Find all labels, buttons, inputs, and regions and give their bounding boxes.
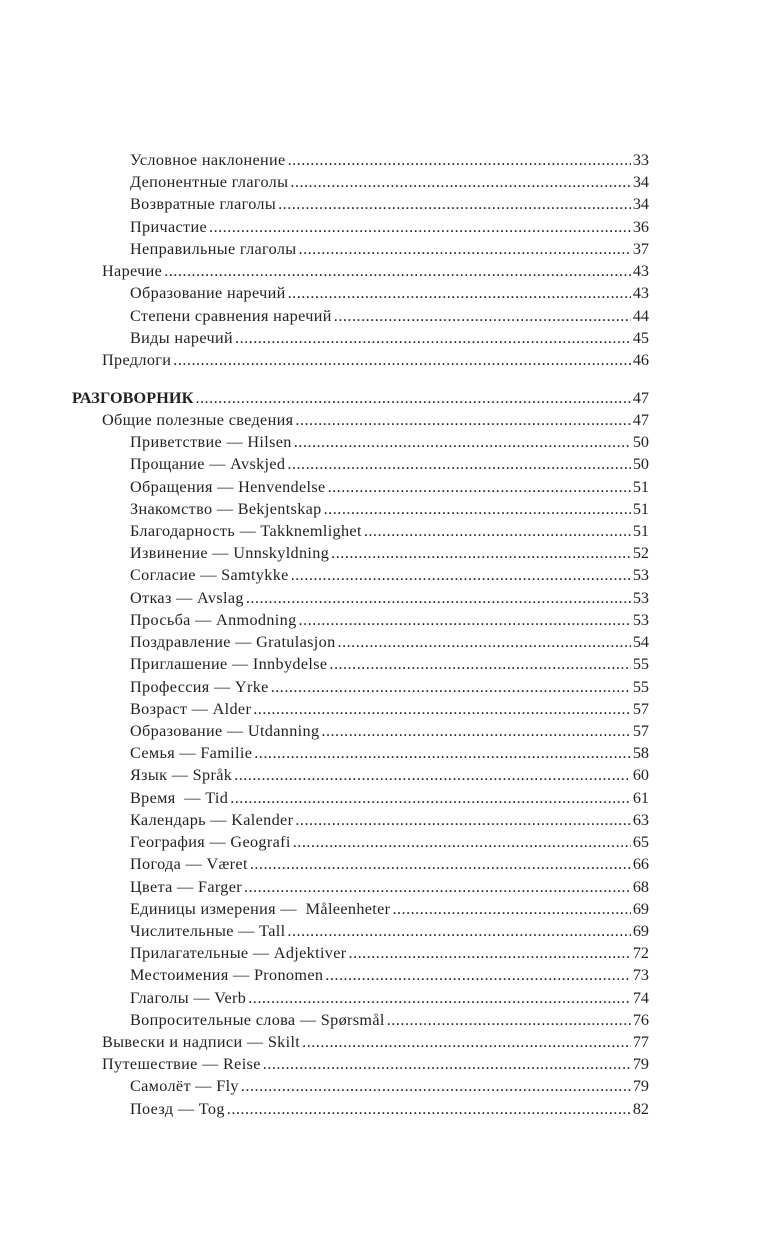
dot-leader: [250, 853, 631, 875]
toc-entry: [72, 942, 649, 964]
toc-entry-title: Возраст — Alder: [130, 699, 252, 718]
toc-entry-title: Просьба — Anmodning: [130, 610, 297, 629]
dot-leader: [195, 387, 630, 409]
dot-leader: [293, 831, 631, 853]
dot-leader: [299, 238, 631, 260]
toc-entry-title: Приветствие — Hilsen: [130, 433, 292, 452]
toc-entry-title: Извинение — Unnskyldning: [130, 544, 330, 563]
dot-leader: [294, 431, 631, 453]
toc-entry-title: Язык — Språk: [130, 766, 233, 785]
dot-leader: [234, 764, 631, 786]
toc-entry-title: Поезд — Tog: [130, 1099, 225, 1118]
toc-entry: [72, 787, 649, 809]
toc-entry-page: 82: [632, 1099, 649, 1118]
toc-entry: [72, 853, 649, 875]
toc-entry: [72, 216, 649, 238]
toc-entry-page: 34: [632, 195, 649, 214]
toc-entry-page: 45: [632, 328, 649, 347]
toc-entry-page: 79: [632, 1077, 649, 1096]
toc-entry-page: 51: [632, 477, 649, 496]
dot-leader: [324, 498, 631, 520]
toc-entry-title: Семья — Familie: [130, 744, 253, 763]
toc-section: [72, 349, 649, 371]
toc-entry-title: Предлоги: [102, 350, 172, 369]
toc-entry-title: Знакомство — Bekjentskap: [130, 499, 322, 518]
toc-entry-title: Причастие: [130, 217, 208, 236]
toc-entry-title: Прощание — Avskjed: [130, 455, 286, 474]
toc-entry-page: 36: [632, 217, 649, 236]
toc-entry-page: 37: [632, 239, 649, 258]
toc-entry-title: Отказ — Avslag: [130, 588, 244, 607]
toc-entry-page: 52: [632, 544, 649, 563]
dot-leader: [295, 409, 630, 431]
toc-entry-page: 63: [632, 810, 649, 829]
toc-entry: [72, 587, 649, 609]
dot-leader: [244, 876, 631, 898]
toc-entry-page: 50: [632, 433, 649, 452]
toc-entry-page: 61: [632, 788, 649, 807]
toc-entry: [72, 476, 649, 498]
toc-entry-title: Числительные — Tall: [130, 921, 286, 940]
toc-entry: [72, 742, 649, 764]
dot-leader: [235, 327, 631, 349]
dot-leader: [331, 542, 631, 564]
toc-entry-page: 68: [632, 877, 649, 896]
toc-entry: [72, 1098, 649, 1120]
toc-entry-page: 60: [632, 766, 649, 785]
dot-leader: [349, 942, 631, 964]
toc-entry-title: Виды наречий: [130, 328, 234, 347]
dot-leader: [288, 282, 631, 304]
toc-entry-title: Степени сравнения наречий: [130, 306, 332, 325]
toc-entry: [72, 327, 649, 349]
toc-entry-page: 43: [632, 262, 649, 281]
dot-leader: [173, 349, 631, 371]
dot-leader: [209, 216, 631, 238]
dot-leader: [328, 476, 631, 498]
toc-entry-page: 74: [632, 988, 649, 1007]
toc-entry-title: Календарь — Kalender: [130, 810, 294, 829]
toc-entry-page: 46: [632, 350, 649, 369]
toc-entry-title: Неправильные глаголы: [130, 239, 297, 258]
dot-leader: [271, 676, 631, 698]
toc-entry-page: 54: [632, 633, 649, 652]
dot-leader: [290, 171, 630, 193]
toc-entry-title: Глаголы — Verb: [130, 988, 247, 1007]
toc-entry: [72, 431, 649, 453]
toc-entry: [72, 876, 649, 898]
toc-entry-page: 76: [632, 1010, 649, 1029]
toc-entry-title: РАЗГОВОРНИК: [72, 388, 194, 407]
toc-entry: [72, 520, 649, 542]
toc-entry-title: Условное наклонение: [130, 151, 286, 169]
dot-leader: [164, 260, 631, 282]
toc-entry: [72, 809, 649, 831]
toc-section: [72, 1031, 649, 1053]
toc-entry-page: 77: [632, 1033, 649, 1052]
toc-entry: [72, 698, 649, 720]
toc-entry-title: Прилагательные — Adjektiver: [130, 944, 347, 963]
toc-entry: [72, 1009, 649, 1031]
toc-entry-page: 44: [632, 306, 649, 325]
toc-entry-title: Депонентные глаголы: [130, 173, 289, 192]
dot-leader: [329, 653, 630, 675]
toc-entry-title: Местоимения — Pronomen: [130, 966, 324, 985]
toc-entry-page: 43: [632, 284, 649, 303]
toc-entry: [72, 609, 649, 631]
toc-entry-page: 33: [632, 151, 649, 169]
dot-leader: [230, 787, 631, 809]
toc-entry: [72, 282, 649, 304]
toc-entry-page: 58: [632, 744, 649, 763]
toc-entry-title: Цвета — Farger: [130, 877, 243, 896]
dot-leader: [288, 149, 631, 171]
dot-leader: [302, 1031, 631, 1053]
toc-entry-page: 57: [632, 699, 649, 718]
toc-entry-page: 72: [632, 944, 649, 963]
dot-leader: [287, 920, 630, 942]
dot-leader: [338, 631, 631, 653]
toc-entry-page: 65: [632, 833, 649, 852]
dot-leader: [299, 609, 631, 631]
toc-entry-title: Возвратные глаголы: [130, 195, 277, 214]
toc-entry-title: Вопросительные слова — Spørsmål: [130, 1010, 385, 1029]
toc-entry-title: Приглашение — Innbydelse: [130, 655, 328, 674]
toc-entry-title: Обращения — Henvendelse: [130, 477, 326, 496]
toc-entry: [72, 542, 649, 564]
toc-entry-page: 55: [632, 655, 649, 674]
dot-leader: [246, 587, 631, 609]
toc-entry-title: Поздравление — Gratulasjon: [130, 633, 336, 652]
toc-entry-page: 79: [632, 1055, 649, 1074]
toc-entry: [72, 453, 649, 475]
toc-entry-title: Наречие: [102, 262, 163, 281]
toc-part-heading: [72, 387, 649, 409]
dot-leader: [392, 898, 630, 920]
toc-entry-title: Профессия — Yrke: [130, 677, 269, 696]
toc-entry-title: Образование наречий: [130, 284, 286, 303]
toc-entry-title: Путешествие — Reise: [102, 1055, 261, 1074]
toc-entry-page: 69: [632, 921, 649, 940]
toc-entry-title: Благодарность — Takknemlighet: [130, 522, 362, 540]
toc-entry-page: 34: [632, 173, 649, 192]
toc-entry: [72, 305, 649, 327]
toc-entry-page: 51: [632, 499, 649, 518]
dot-leader: [295, 809, 630, 831]
toc-section: [72, 1053, 649, 1075]
toc-entry: [72, 964, 649, 986]
toc-entry-title: Погода — Været: [130, 855, 248, 874]
toc-entry: [72, 831, 649, 853]
toc-entry: [72, 898, 649, 920]
toc-entry-page: 50: [632, 455, 649, 474]
dot-leader: [334, 305, 631, 327]
toc-entry-title: Образование — Utdanning: [130, 721, 320, 740]
toc-entry-page: 69: [632, 899, 649, 918]
dot-leader: [227, 1098, 631, 1120]
toc-entry-title: Общие полезные сведения: [102, 410, 294, 429]
toc-entry: [72, 564, 649, 586]
toc-entry-title: Согласие — Samtykke: [130, 566, 289, 585]
dot-leader: [241, 1075, 631, 1097]
toc-entry-title: Время — Tid: [130, 788, 229, 807]
toc-entry: [72, 631, 649, 653]
toc-entry-page: 53: [632, 588, 649, 607]
dot-leader: [263, 1053, 631, 1075]
toc-entry: [72, 653, 649, 675]
toc-entry: [72, 498, 649, 520]
toc-entry: [72, 1075, 649, 1097]
toc-entry-title: Самолёт — Fly: [130, 1077, 239, 1096]
toc-entry: [72, 920, 649, 942]
toc-entry: [72, 764, 649, 786]
dot-leader: [291, 564, 631, 586]
toc-section: [72, 260, 649, 282]
dot-leader: [278, 193, 631, 215]
table-of-contents: [72, 149, 649, 1120]
toc-entry-title: Единицы измерения — Måleenheter: [130, 899, 391, 918]
toc-entry: [72, 171, 649, 193]
toc-entry: [72, 987, 649, 1009]
toc-entry-page: 66: [632, 855, 649, 874]
toc-entry-page: 73: [632, 966, 649, 985]
toc-entry-page: 51: [632, 522, 649, 540]
toc-entry-page: 47: [632, 410, 649, 429]
dot-leader: [287, 453, 630, 475]
toc-entry: [72, 720, 649, 742]
toc-entry-title: Вывески и надписи — Skilt: [102, 1033, 301, 1052]
toc-entry-page: 53: [632, 566, 649, 585]
toc-entry-page: 55: [632, 677, 649, 696]
toc-entry-title: География — Geografi: [130, 833, 291, 852]
toc-entry: [72, 238, 649, 260]
toc-entry-page: 53: [632, 610, 649, 629]
toc-entry: [72, 149, 649, 171]
toc-entry-page: 57: [632, 721, 649, 740]
dot-leader: [321, 720, 630, 742]
toc-entry: [72, 193, 649, 215]
dot-leader: [325, 964, 631, 986]
toc-entry-page: 47: [632, 388, 649, 407]
dot-leader: [253, 698, 631, 720]
dot-leader: [254, 742, 631, 764]
dot-leader: [364, 520, 631, 542]
dot-leader: [387, 1009, 631, 1031]
toc-section: [72, 409, 649, 431]
toc-entry: [72, 676, 649, 698]
dot-leader: [248, 987, 631, 1009]
